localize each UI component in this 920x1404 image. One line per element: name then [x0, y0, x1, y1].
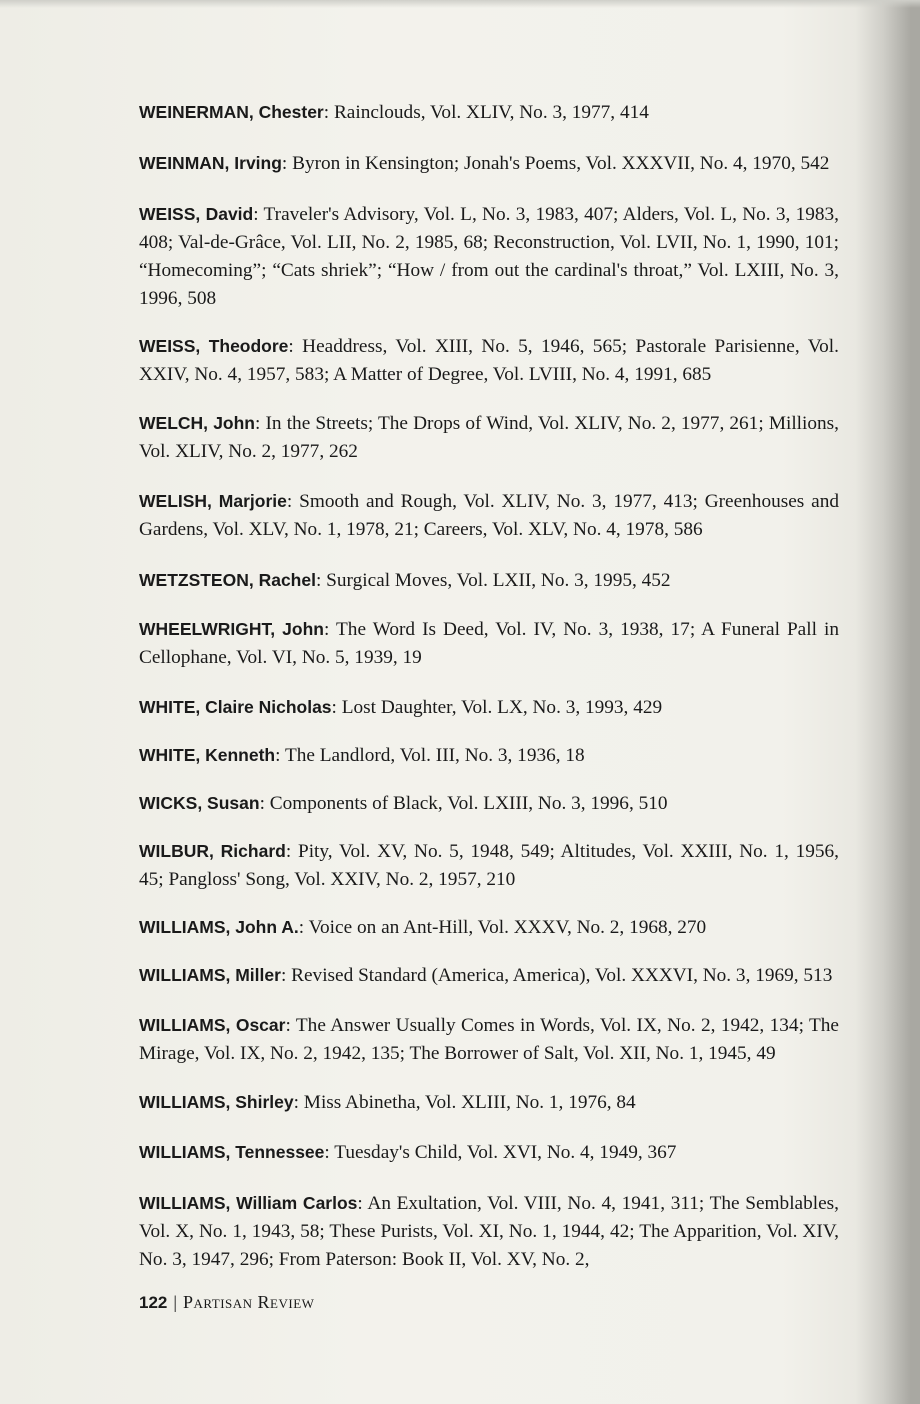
index-entry: WILLIAMS, Miller: Revised Standard (America, America), Vol. XXXVI, No. 3, 1969, 513	[139, 965, 833, 986]
index-entry: WILLIAMS, Tennessee: Tuesday's Child, Vol. XVI, No. 4, 1949, 367	[139, 1142, 677, 1163]
author-name: WILLIAMS, Tennessee	[139, 1142, 325, 1162]
entry-works: The Word Is Deed, Vol. IV, No. 3, 1938, 17; A Funeral Pall in Cellophane, Vol. VI, No. 5, 1939, 19	[139, 619, 839, 668]
index-entry: WHITE, Claire Nicholas: Lost Daughter, Vol. LX, No. 3, 1993, 429	[139, 697, 663, 718]
index-entry: WILBUR, Richard: Pity, Vol. XV, No. 5, 1948, 549; Altitudes, Vol. XXIII, No. 1, 1956, 45; Pangloss' Song, Vol. XXIV, No. 2, 1957, 210	[139, 841, 839, 890]
entry-works: In the Streets; The Drops of Wind, Vol. XLIV, No. 2, 1977, 261; Millions, Vol. XLIV, No. 2, 1977, 262	[139, 413, 839, 462]
index-entry: WELISH, Marjorie: Smooth and Rough, Vol. XLIV, No. 3, 1977, 413; Greenhouses and Gardens, Vol. XLV, No. 1, 1978, 21; Careers, Vol. XLV, No. 4, 1978, 586	[139, 491, 839, 540]
author-name: WILLIAMS, Oscar	[139, 1015, 286, 1035]
entry-works: Revised Standard (America, America), Vol. XXXVI, No. 3, 1969, 513	[291, 965, 833, 986]
index-entry: WELCH, John: In the Streets; The Drops of Wind, Vol. XLIV, No. 2, 1977, 261; Millions, Vol. XLIV, No. 2, 1977, 262	[139, 413, 839, 462]
index-entry: WICKS, Susan: Components of Black, Vol. LXIII, No. 3, 1996, 510	[139, 793, 668, 814]
footer-separator: |	[173, 1292, 177, 1312]
entry-works: Rainclouds, Vol. XLIV, No. 3, 1977, 414	[333, 102, 649, 123]
entry-works: Smooth and Rough, Vol. XLIV, No. 3, 1977, 413; Greenhouses and Gardens, Vol. XLV, No. 1, 1978, 21; Careers, Vol. XLV, No. 4, 1978, 586	[139, 491, 839, 540]
author-name: WELISH, Marjorie	[139, 491, 287, 511]
entry-works: Traveler's Advisory, Vol. L, No. 3, 1983, 407; Alders, Vol. L, No. 3, 1983, 408; Val-de-Grâce, Vol. LII, No. 2, 1985, 68; Reconstruction, Vol. LVII, No. 1, 1990, 101; “Homecoming”; “Cats shriek”; “How / from out the cardinal's throat,” Vol. LXIII, No. 3, 1996, 508	[139, 204, 839, 309]
author-index	[139, 98, 839, 1274]
entry-works: An Exultation, Vol. VIII, No. 4, 1941, 311; The Semblables, Vol. X, No. 1, 1943, 58; These Purists, Vol. XI, No. 1, 1944, 42; The Apparition, Vol. XIV, No. 3, 1947, 296; From Paterson: Book II, Vol. XV, No. 2,	[139, 1193, 839, 1270]
author-name: WHITE, Claire Nicholas	[139, 697, 332, 717]
author-name: WILLIAMS, William Carlos	[139, 1193, 358, 1213]
author-name: WEINMAN, Irving	[139, 153, 282, 173]
entry-works: The Answer Usually Comes in Words, Vol. IX, No. 2, 1942, 134; The Mirage, Vol. IX, No. 2, 1942, 135; The Borrower of Salt, Vol. XII, No. 1, 1945, 49	[139, 1015, 839, 1064]
author-name: WILLIAMS, John A.	[139, 917, 299, 937]
author-name: WILLIAMS, Miller	[139, 965, 281, 985]
entry-works: Lost Daughter, Vol. LX, No. 3, 1993, 429	[341, 697, 663, 718]
author-name: WILLIAMS, Shirley	[139, 1092, 294, 1112]
author-name: WEISS, David	[139, 204, 254, 224]
entry-works: Voice on an Ant-Hill, Vol. XXXV, No. 2, 1968, 270	[308, 917, 707, 938]
entry-works: The Landlord, Vol. III, No. 3, 1936, 18	[284, 745, 585, 766]
entry-works: Headdress, Vol. XIII, No. 5, 1946, 565; Pastorale Parisienne, Vol. XXIV, No. 4, 1957, 583; A Matter of Degree, Vol. LVIII, No. 4, 1991, 685	[139, 336, 839, 385]
author-name: WHITE, Kenneth	[139, 745, 276, 765]
entry-works: Byron in Kensington; Jonah's Poems, Vol. XXXVII, No. 4, 1970, 542	[292, 153, 830, 174]
index-entry: WEISS, Theodore: Headdress, Vol. XIII, No. 5, 1946, 565; Pastorale Parisienne, Vol. XXIV, No. 4, 1957, 583; A Matter of Degree, Vol. LVIII, No. 4, 1991, 685	[139, 336, 839, 385]
entry-works: Surgical Moves, Vol. LXII, No. 3, 1995, 452	[326, 570, 671, 591]
index-entry: WILLIAMS, Oscar: The Answer Usually Comes in Words, Vol. IX, No. 2, 1942, 134; The Mirage, Vol. IX, No. 2, 1942, 135; The Borrower of Salt, Vol. XII, No. 1, 1945, 49	[139, 1015, 839, 1064]
entry-works: Miss Abinetha, Vol. XLIII, No. 1, 1976, 84	[303, 1092, 636, 1113]
index-entry: WILLIAMS, William Carlos: An Exultation, Vol. VIII, No. 4, 1941, 311; The Semblables, Vol. X, No. 1, 1943, 58; These Purists, Vol. XI, No. 1, 1944, 42; The Apparition, Vol. XIV, No. 3, 1947, 296; From Paterson: Book II, Vol. XV, No. 2,	[139, 1193, 839, 1270]
journal-title: Partisan Review	[182, 1292, 315, 1312]
index-entry: WEINERMAN, Chester: Rainclouds, Vol. XLIV, No. 3, 1977, 414	[139, 102, 649, 123]
author-name: WEISS, Theodore	[139, 336, 289, 356]
index-entry: WILLIAMS, John A.: Voice on an Ant-Hill, Vol. XXXV, No. 2, 1968, 270	[139, 917, 707, 938]
entry-works: Pity, Vol. XV, No. 5, 1948, 549; Altitudes, Vol. XXIII, No. 1, 1956, 45; Pangloss' Song, Vol. XXIV, No. 2, 1957, 210	[139, 841, 839, 890]
entry-works: Components of Black, Vol. LXIII, No. 3, 1996, 510	[269, 793, 668, 814]
author-name: WEINERMAN, Chester	[139, 102, 324, 122]
author-name: WICKS, Susan	[139, 793, 260, 813]
index-entry: WETZSTEON, Rachel: Surgical Moves, Vol. LXII, No. 3, 1995, 452	[139, 570, 671, 591]
index-entry: WHEELWRIGHT, John: The Word Is Deed, Vol. IV, No. 3, 1938, 17; A Funeral Pall in Cellophane, Vol. VI, No. 5, 1939, 19	[139, 619, 839, 668]
index-entry: WILLIAMS, Shirley: Miss Abinetha, Vol. XLIII, No. 1, 1976, 84	[139, 1092, 636, 1113]
author-name: WETZSTEON, Rachel	[139, 570, 316, 590]
index-entry: WEISS, David: Traveler's Advisory, Vol. L, No. 3, 1983, 407; Alders, Vol. L, No. 3, 1983, 408; Val-de-Grâce, Vol. LII, No. 2, 1985, 68; Reconstruction, Vol. LVII, No. 1, 1990, 101; “Homecoming”; “Cats shriek”; “How / from out the cardinal's throat,” Vol. LXIII, No. 3, 1996, 508	[139, 204, 839, 309]
author-name: WILBUR, Richard	[139, 841, 286, 861]
author-name: WHEELWRIGHT, John	[139, 619, 324, 639]
entry-works: Tuesday's Child, Vol. XVI, No. 4, 1949, 367	[334, 1142, 677, 1163]
page-footer	[139, 1288, 314, 1317]
index-entry: WHITE, Kenneth: The Landlord, Vol. III, No. 3, 1936, 18	[139, 745, 585, 766]
page-number: 122	[139, 1293, 168, 1312]
index-entry: WEINMAN, Irving: Byron in Kensington; Jonah's Poems, Vol. XXXVII, No. 4, 1970, 542	[139, 153, 830, 174]
author-name: WELCH, John	[139, 413, 255, 433]
